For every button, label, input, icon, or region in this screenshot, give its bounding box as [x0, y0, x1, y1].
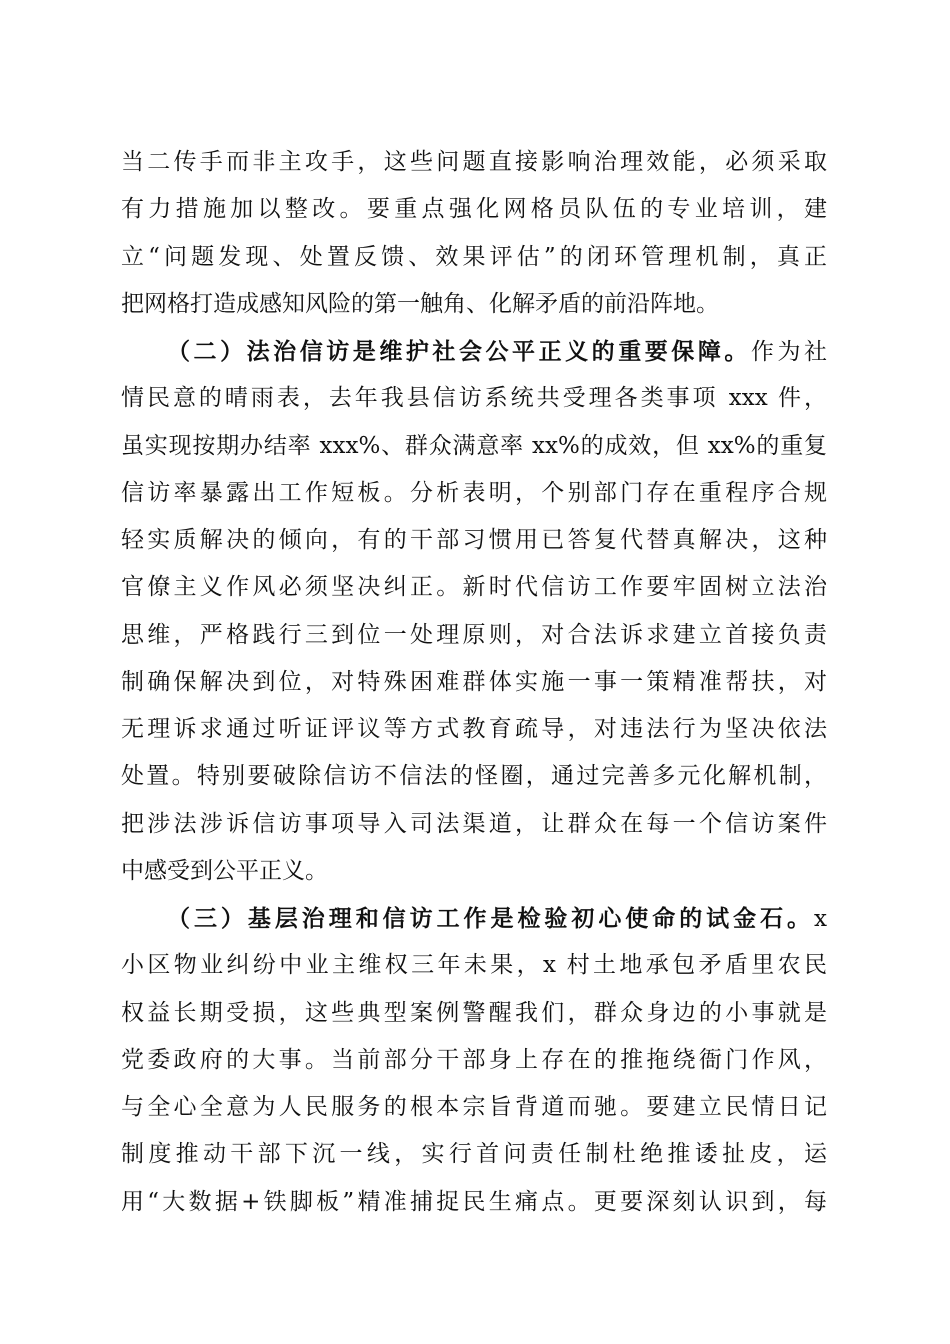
text-line: 有力措施加以整改。要重点强化网格员队伍的专业培训，建 [121, 196, 827, 223]
section-heading: （三）基层治理和信访工作是检验初心使命的试金石。 [167, 905, 815, 932]
text-run: x [814, 906, 827, 932]
text-line: 权益长期受损，这些典型案例警醒我们，群众身边的小事就是 [121, 999, 827, 1026]
text-line: 情民意的晴雨表，去年我县信访系统共受理各类事项 xxx 件， [121, 385, 827, 412]
text-run: 作为社 [750, 339, 828, 365]
section-heading: （二）法治信访是维护社会公平正义的重要保障。 [167, 338, 751, 365]
text-line: 与全心全意为人民服务的根本宗旨背道而驰。要建立民情日记 [121, 1094, 827, 1120]
text-line: 小区物业纠纷中业主维权三年未果，x 村土地承包矛盾里农民 [121, 952, 827, 979]
text-line: 制确保解决到位，对特殊困难群体实施一事一策精准帮扶，对 [121, 668, 827, 695]
document-page [121, 139, 827, 1226]
text-line: 中感受到公平正义。 [121, 857, 328, 884]
text-line: 思维，严格践行三到位一处理原则，对合法诉求建立首接负责 [121, 621, 827, 648]
text-line: 当二传手而非主攻手，这些问题直接影响治理效能，必须采取 [121, 149, 827, 175]
text-line: 把涉法涉诉信访事项导入司法渠道，让群众在每一个信访案件 [121, 810, 827, 837]
paragraph-touchstone [121, 895, 827, 1226]
text-line: 处置。特别要破除信访不信法的怪圈，通过完善多元化解机制， [121, 763, 827, 790]
text-line: 轻实质解决的倾向，有的干部习惯用已答复代替真解决，这种 [121, 527, 827, 553]
paragraph-grid-management [121, 139, 827, 328]
text-line: 党委政府的大事。当前部分干部身上存在的推拖绕衙门作风， [121, 1046, 827, 1073]
paragraph-petition-rule-of-law [121, 328, 827, 895]
text-line: 制度推动干部下沉一线，实行首问责任制杜绝推诿扯皮，运 [121, 1141, 827, 1168]
text-line: 无理诉求通过听证评议等方式教育疏导，对违法行为坚决依法 [121, 716, 827, 742]
text-line [121, 895, 827, 942]
text-line: 信访率暴露出工作短板。分析表明，个别部门存在重程序合规 [121, 479, 827, 506]
text-line: 把网格打造成感知风险的第一触角、化解矛盾的前沿阵地。 [121, 290, 719, 317]
text-line [121, 328, 827, 375]
text-line: 虽实现按期办结率 xxx%、群众满意率 xx%的成效，但 xx%的重复 [121, 432, 827, 459]
text-line: 官僚主义作风必须坚决纠正。新时代信访工作要牢固树立法治 [121, 574, 827, 601]
text-line: 用“大数据+铁脚板”精准捕捉民生痛点。更要深刻认识到，每 [121, 1188, 827, 1215]
text-line: 立“问题发现、处置反馈、效果评估”的闭环管理机制，真正 [121, 243, 827, 270]
